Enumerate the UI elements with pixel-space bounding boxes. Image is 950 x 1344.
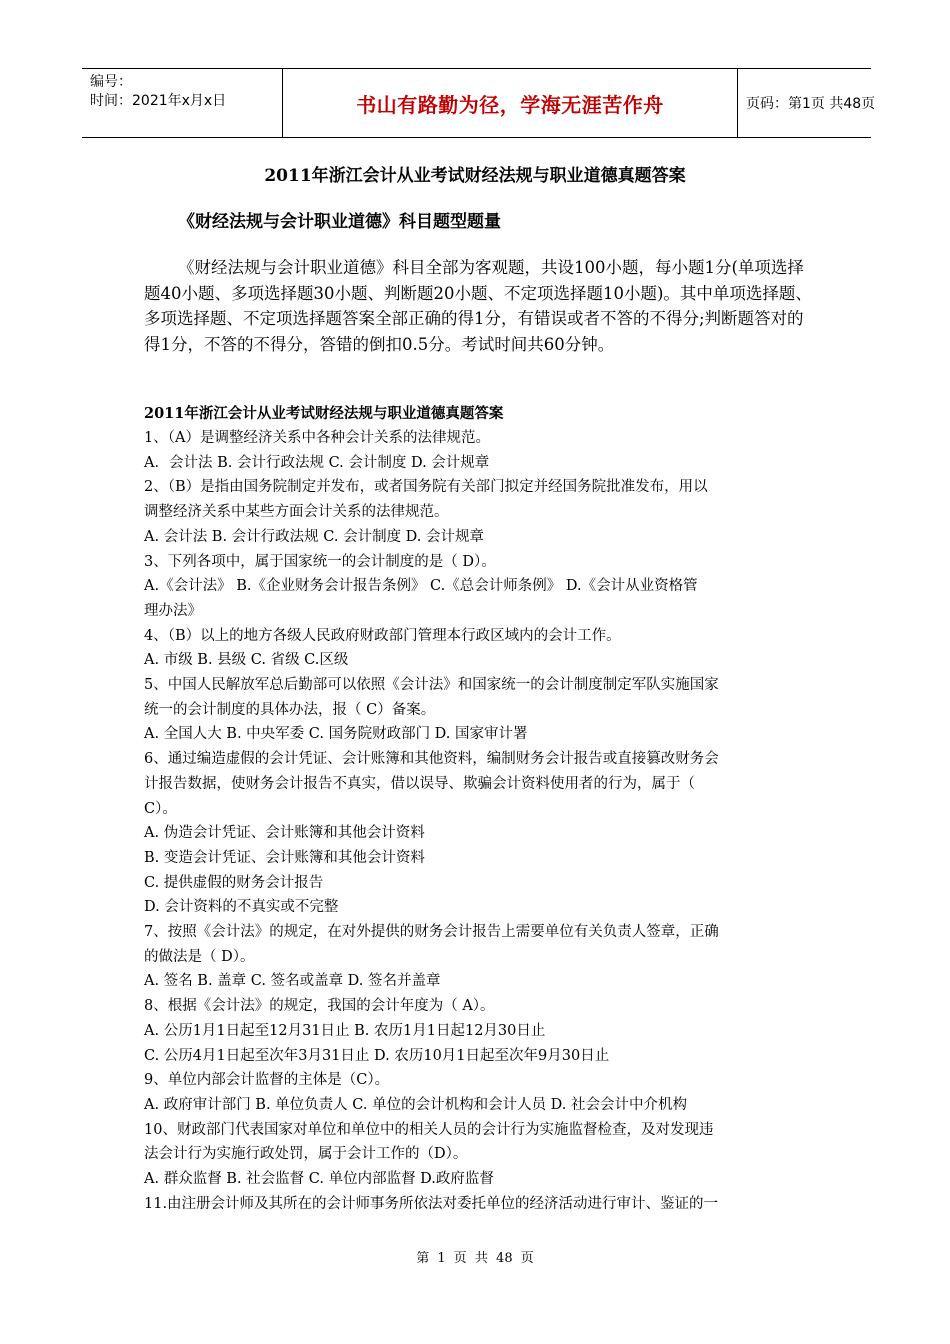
- question-line: D. 会计资料的不真实或不完整: [144, 899, 339, 916]
- question-line: A. 签名 B. 盖章 C. 签名或盖章 D. 签名并盖章: [144, 973, 441, 990]
- question-line: 11.由注册会计师及其所在的会计师事务所依法对委托单位的经济活动进行审计、鉴证的一: [144, 1195, 719, 1212]
- section-title: 2011年浙江会计从业考试财经法规与职业道德真题答案: [144, 405, 504, 422]
- question-line: C. 提供虚假的财务会计报告: [144, 874, 324, 891]
- question-line: A. 全国人大 B. 中央军委 C. 国务院财政部门 D. 国家审计署: [144, 726, 528, 743]
- question-line: A. 公历1月1日起至12月31日止 B. 农历1月1日起12月30日止: [144, 1022, 546, 1039]
- question-line: 8、根据《会计法》的规定，我国的会计年度为（ A）。: [144, 998, 495, 1015]
- question-line: 9、单位内部会计监督的主体是（C）。: [144, 1072, 390, 1089]
- header-table: [82, 68, 876, 138]
- question-list: [144, 426, 809, 1217]
- question-line: 的做法是（ D）。: [144, 948, 255, 965]
- question-line: 法会计行为实施行政处罚，属于会计工作的（D）。: [144, 1146, 468, 1163]
- time-label: 时间：2021年x月x日: [90, 93, 227, 109]
- question-line: 统一的会计制度的具体办法，报（ C）备案。: [144, 701, 436, 718]
- question-line: C）。: [144, 800, 177, 817]
- header-motto-cell: [282, 69, 738, 137]
- question-line: 7、按照《会计法》的规定，在对外提供的财务会计报告上需要单位有关负责人签章，正确: [144, 924, 719, 941]
- page-footer: 第 1 页 共 48 页: [416, 1251, 534, 1266]
- number-label: 编号：: [90, 74, 132, 90]
- header-meta: [82, 69, 282, 137]
- question-line: A. 市级 B. 县级 C. 省级 C.区级: [144, 652, 349, 669]
- question-line: C. 公历4月1日起至次年3月31日止 D. 农历10月1日起至次年9月30日止: [144, 1047, 610, 1064]
- question-line: 1、（A）是调整经济关系中各种会计关系的法律规范。: [144, 430, 490, 446]
- document-title: 2011年浙江会计从业考试财经法规与职业道德真题答案: [264, 166, 686, 186]
- question-line: 调整经济关系中某些方面会计关系的法律规范。: [144, 504, 449, 521]
- question-line: 3、下列各项中，属于国家统一的会计制度的是（ D）。: [144, 553, 496, 570]
- question-line: A. 政府审计部门 B. 单位负责人 C. 单位的会计机构和会计人员 D. 社会会计中介机构: [144, 1096, 688, 1113]
- question-line: 10、财政部门代表国家对单位和单位中的相关人员的会计行为实施监督检查，及对发现违: [144, 1121, 714, 1138]
- question-line: B. 变造会计凭证、会计账簿和其他会计资料: [144, 849, 425, 866]
- question-line: 理办法》: [144, 602, 202, 619]
- question-line: A. 会计法 B. 会计行政法规 C. 会计制度 D. 会计规章: [144, 528, 485, 545]
- question-line: 5、中国人民解放军总后勤部可以依照《会计法》和国家统一的会计制度制定军队实施国家: [144, 677, 719, 694]
- question-line: 计报告数据，使财务会计报告不真实，借以误导、欺骗会计资料使用者的行为，属于（: [144, 775, 695, 792]
- motto-text: 书山有路勤为径，学海无涯苦作舟: [356, 92, 664, 117]
- question-line: 2、（B）是指由国务院制定并发布，或者国务院有关部门拟定并经国务院批准发布，用以: [144, 479, 708, 496]
- intro-paragraph: 《财经法规与会计职业道德》科目全部为客观题，共设100小题，每小题1分(单项选择题40小题、多项选择题30小题、判断题20小题、不定项选择题10小题)。其中单项选择题、多项选择题、不定项选择题答案全部正确的得1分，有错误或者不答的不得分;判断题答对的得1分，不答的不得分，答错的倒扣0.5分。考试时间共60分钟。: [144, 258, 812, 354]
- question-line: A. 伪造会计凭证、会计账簿和其他会计资料: [144, 825, 425, 842]
- question-line: 6、通过编造虚假的会计凭证、会计账簿和其他资料，编制财务会计报告或直接篡改财务会: [144, 751, 719, 768]
- question-line: A.《会计法》 B.《企业财务会计报告条例》 C.《总会计师条例》 D.《会计从业资格管: [144, 578, 698, 595]
- page-info: 页码：第1页 共48页: [746, 96, 876, 112]
- subject-subtitle: 《财经法规与会计职业道德》科目题型题量: [178, 212, 501, 232]
- question-line: A. 群众监督 B. 社会监督 C. 单位内部监督 D.政府监督: [144, 1171, 494, 1188]
- question-line: A．会计法 B. 会计行政法规 C. 会计制度 D. 会计规章: [144, 454, 490, 471]
- question-line: 4、（B）以上的地方各级人民政府财政部门管理本行政区域内的会计工作。: [144, 627, 621, 644]
